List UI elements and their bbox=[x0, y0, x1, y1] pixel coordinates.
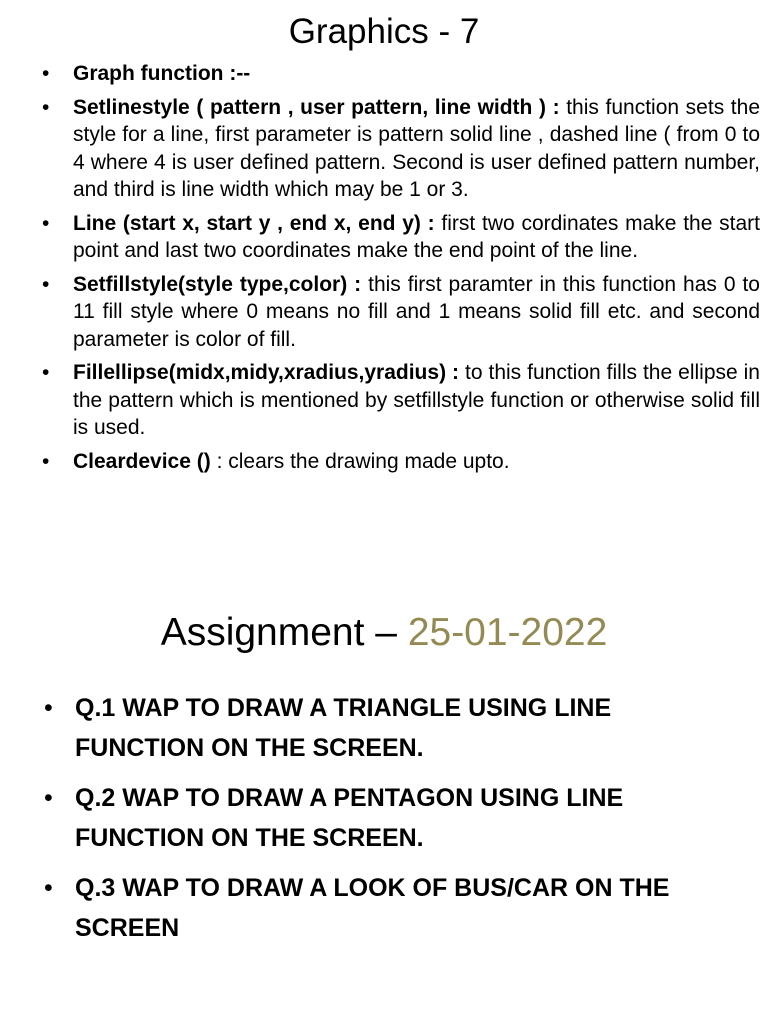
question-text: Q.1 WAP TO DRAW A TRIANGLE USING LINE FUNCTION ON THE SCREEN. bbox=[75, 694, 612, 762]
assignment-title bbox=[0, 606, 768, 660]
assignment-slide bbox=[0, 590, 768, 1010]
bullet-icon: • bbox=[42, 272, 50, 296]
assignment-label: Assignment – bbox=[160, 611, 408, 654]
bullet-icon: • bbox=[44, 874, 53, 902]
list-item bbox=[40, 210, 760, 265]
assignment-date: 25-01-2022 bbox=[407, 611, 608, 654]
bullet-icon: • bbox=[42, 449, 50, 473]
bullet-icon: • bbox=[42, 95, 50, 119]
function-name: Line (start x, start y , end x, end y) : bbox=[73, 211, 435, 235]
function-list bbox=[40, 60, 760, 481]
function-name: Graph function :-- bbox=[73, 62, 251, 85]
function-description: : clears the drawing made upto. bbox=[210, 449, 510, 473]
list-item bbox=[40, 271, 760, 354]
list-item bbox=[40, 60, 760, 88]
list-item bbox=[40, 448, 760, 476]
list-item bbox=[40, 94, 760, 204]
question-list bbox=[44, 688, 744, 958]
question-text: Q.3 WAP TO DRAW A LOOK OF BUS/CAR ON THE SCREEN bbox=[75, 874, 670, 942]
question-item bbox=[44, 778, 744, 858]
function-description: to this function fills the ellipse in the pattern which is mentioned by setfillstyle function or otherwise solid fill is used. bbox=[73, 361, 760, 439]
bullet-icon: • bbox=[44, 694, 53, 722]
function-description: this function sets the style for a line, first parameter is pattern solid line , dashed line ( from 0 to 4 where 4 is user defined pattern. Second is user defined pattern number, and third is line width which may be 1 or 3. bbox=[73, 95, 761, 201]
question-text: Q.2 WAP TO DRAW A PENTAGON USING LINE FUNCTION ON THE SCREEN. bbox=[75, 784, 624, 852]
bullet-icon: • bbox=[44, 784, 53, 812]
slide-title: Graphics - 7 bbox=[288, 12, 480, 51]
bullet-icon: • bbox=[42, 211, 50, 235]
function-name: Setlinestyle ( pattern , user pattern, line width ) : bbox=[73, 95, 560, 119]
question-item bbox=[44, 688, 744, 768]
bullet-icon: • bbox=[42, 62, 50, 85]
function-name: Fillellipse(midx,midy,xradius,yradius) : bbox=[73, 361, 460, 384]
function-description: first two cordinates make the start point and last two coordinates make the end point of the line. bbox=[73, 211, 760, 262]
bullet-icon: • bbox=[42, 361, 50, 384]
question-item bbox=[44, 868, 744, 948]
function-name: Setfillstyle(style type,color) : bbox=[73, 272, 362, 296]
function-name: Cleardevice () bbox=[73, 449, 211, 473]
function-description: this first paramter in this function has 0 to 11 fill style where 0 means no fill and 1 means solid fill etc. and second parameter is color of fill. bbox=[73, 272, 760, 351]
list-item bbox=[40, 359, 760, 442]
